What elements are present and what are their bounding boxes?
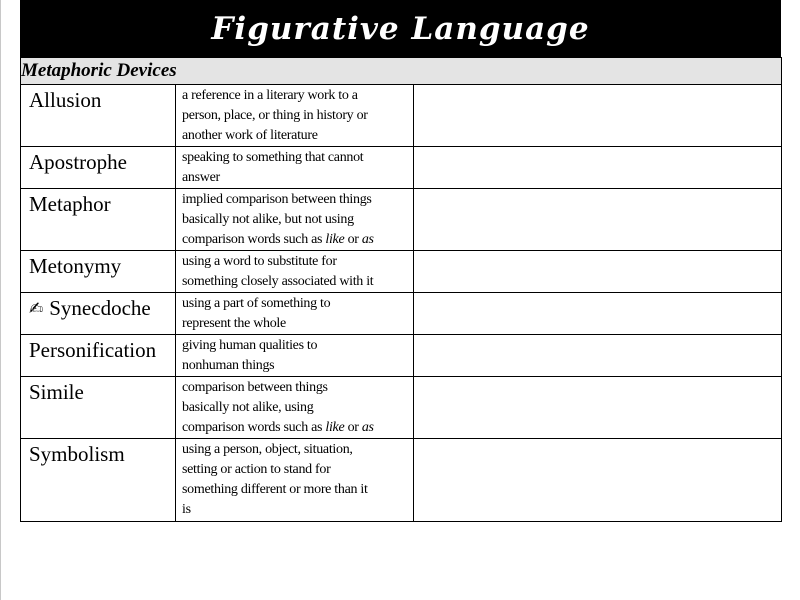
definition-line: something closely associated with it	[182, 274, 374, 289]
definition-line: using a part of something to	[182, 296, 331, 311]
table-row	[21, 251, 782, 293]
notes-cell-metaphor[interactable]	[414, 189, 782, 251]
emphasis-like: like	[325, 232, 345, 247]
definition-line: basically not alike, using	[182, 400, 314, 415]
definition-line: giving human qualities to	[182, 338, 318, 353]
table-row	[21, 377, 782, 439]
writing-hand-icon: ✍	[29, 299, 44, 319]
definition-line: implied comparison between things	[182, 192, 372, 207]
definition-text: comparison words such as	[182, 232, 326, 247]
definition-line: something different or more than it	[182, 482, 368, 497]
definition-line: using a word to substitute for	[182, 254, 337, 269]
definition-line: nonhuman things	[182, 358, 275, 373]
term-metaphor: Metaphor	[21, 189, 176, 251]
definition-line	[182, 418, 410, 438]
section-header-row	[21, 58, 782, 85]
definition-line: a reference in a literary work to a	[182, 88, 358, 103]
emphasis-as: as	[361, 232, 374, 247]
term-personification: Personification	[21, 335, 176, 377]
emphasis-as: as	[361, 420, 374, 435]
term-symbolism: Symbolism	[21, 439, 176, 522]
definition-text: comparison words such as	[182, 420, 326, 435]
page-title: Figurative Language	[20, 0, 781, 57]
emphasis-like: like	[325, 420, 345, 435]
left-margin-rule	[0, 0, 1, 600]
definition-personification	[176, 335, 414, 377]
definition-line: using a person, object, situation,	[182, 442, 353, 457]
table-row	[21, 147, 782, 189]
term-apostrophe: Apostrophe	[21, 147, 176, 189]
definition-line: speaking to something that cannot	[182, 150, 364, 165]
definition-allusion	[176, 85, 414, 147]
definition-line: represent the whole	[182, 316, 286, 331]
definition-apostrophe	[176, 147, 414, 189]
term-metonymy: Metonymy	[21, 251, 176, 293]
table-row	[21, 439, 782, 522]
definition-line: comparison between things	[182, 380, 328, 395]
definition-line: person, place, or thing in history or	[182, 108, 368, 123]
term-synecdoche: Synecdoche	[49, 296, 151, 320]
notes-cell-metonymy[interactable]	[414, 251, 782, 293]
definition-simile	[176, 377, 414, 439]
table-row	[21, 293, 782, 335]
definition-synecdoche	[176, 293, 414, 335]
definition-symbolism	[176, 439, 414, 522]
definition-line	[182, 230, 410, 250]
notes-cell-apostrophe[interactable]	[414, 147, 782, 189]
term-allusion: Allusion	[21, 85, 176, 147]
section-heading: Metaphoric Devices	[21, 58, 782, 85]
definition-line: another work of literature	[182, 128, 318, 143]
table-row	[21, 335, 782, 377]
vocabulary-table	[20, 57, 782, 522]
term-synecdoche-cell	[21, 293, 176, 335]
definition-line: basically not alike, but not using	[182, 212, 354, 227]
notes-cell-simile[interactable]	[414, 377, 782, 439]
definition-line: answer	[182, 170, 220, 185]
notes-cell-personification[interactable]	[414, 335, 782, 377]
notes-cell-synecdoche[interactable]	[414, 293, 782, 335]
notes-cell-allusion[interactable]	[414, 85, 782, 147]
term-simile: Simile	[21, 377, 176, 439]
definition-text: or	[344, 232, 362, 247]
worksheet	[20, 0, 781, 522]
definition-text: or	[344, 420, 362, 435]
definition-metonymy	[176, 251, 414, 293]
definition-line: setting or action to stand for	[182, 462, 331, 477]
definition-line: is	[182, 502, 191, 517]
table-row	[21, 189, 782, 251]
notes-cell-symbolism[interactable]	[414, 439, 782, 522]
definition-metaphor	[176, 189, 414, 251]
table-row	[21, 85, 782, 147]
